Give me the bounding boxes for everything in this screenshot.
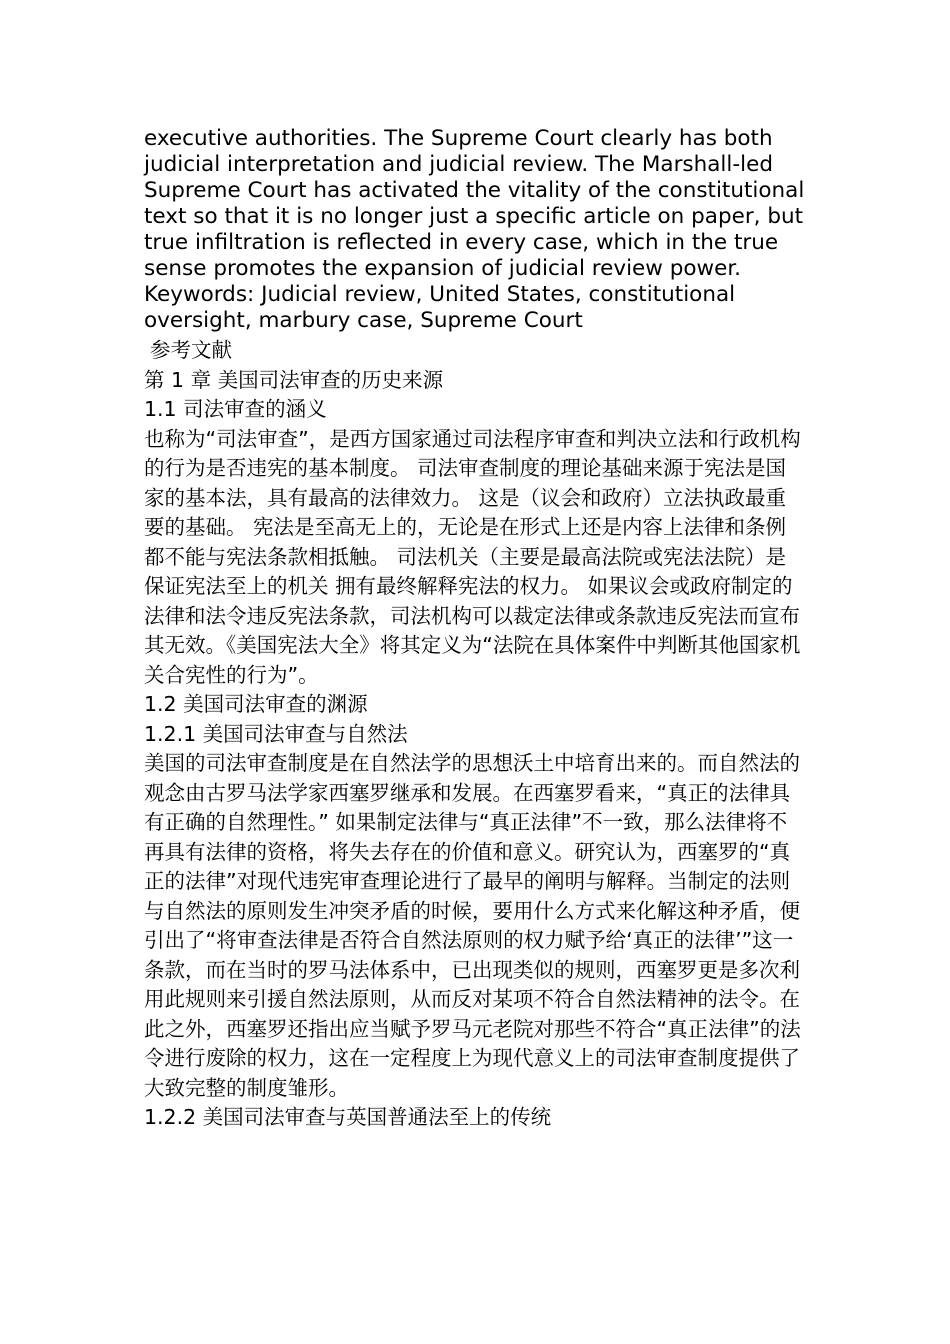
section-1-1-title: 1.1 司法审查的涵义 (144, 397, 327, 421)
section-1-2-1-title: 1.2.1 美国司法审查与自然法 (144, 721, 408, 746)
abstract-tail-paragraph: executive authorities. The Supreme Court clearly has both judicial interpretation and judicial review. The Marshall-led Supreme Court has activated the vitality of the constitutional text so that it is no longer just a specific article on paper, but true infiltration is reflected in every case, which in the true sense promotes the expansion of judicial review power. (144, 126, 805, 281)
chapter-1-title: 第 1 章 美国司法审查的历史来源 (144, 367, 444, 392)
section-1-2-2-title: 1.2.2 美国司法审查与英国普通法至上的传统 (144, 1105, 552, 1129)
section-1-2-1-body: 美国的司法审查制度是在自然法学的思想沃土中培育出来的。而自然法的观念由古罗马法学家西塞罗继承和发展。在西塞罗看来，“真正的法律具有正确的自然理性。” 如果制定法律与“真正法律”不一致，那么法律将不再具有法律的资格，将失去存在的价值和意义。研究认为，西塞罗的“真正的法律”对现代违宪审查理论进行了最早的阐明与解释。当制定的法则与自然法的原则发生冲突矛盾的时候，要用什么方式来化解这种矛盾，便引出了“将审查法律是否符合自然法原则的权力赋予给‘真正的法律’”这一条款，而在当时的罗马法体系中，已出现类似的规则，西塞罗更是多次利用此规则来引援自然法原则，从而反对某项不符合自然法精神的法令。在此之外，西塞罗还指出应当赋予罗马元老院对那些不符合“真正法律”的法令进行废除的权力，这在一定程度上为现代意义上的司法审查制度提供了大致完整的制度雏形。 (144, 751, 801, 1100)
references-heading: 参考文献 (150, 338, 232, 362)
document-page (144, 126, 806, 1133)
section-1-2-title: 1.2 美国司法审查的渊源 (144, 692, 368, 716)
keywords-paragraph: Keywords: Judicial review, United States, constitutional oversight, marbury case, Supreme Court (144, 282, 736, 333)
section-1-1-body: 也称为“司法审查”，是西方国家通过司法程序审查和判决立法和行政机构的行为是否违宪的基本制度。 司法审查制度的理论基础来源于宪法是国家的基本法，具有最高的法律效力。 这是（议会和政府）立法执政最重要的基础。 宪法是至高无上的，无论是在形式上还是内容上法律和条例都不能与宪法条款相抵触。 司法机关（主要是最高法院或宪法法院）是保证宪法至上的机关 拥有最终解释宪法的权力。 如果议会或政府制定的法律和法令违反宪法条款，司法机构可以裁定法律或条款违反宪法而宣布其无效。《美国宪法大全》将其定义为“法院在具体案件中判断其他国家机关合宪性的行为”。 (144, 426, 801, 687)
